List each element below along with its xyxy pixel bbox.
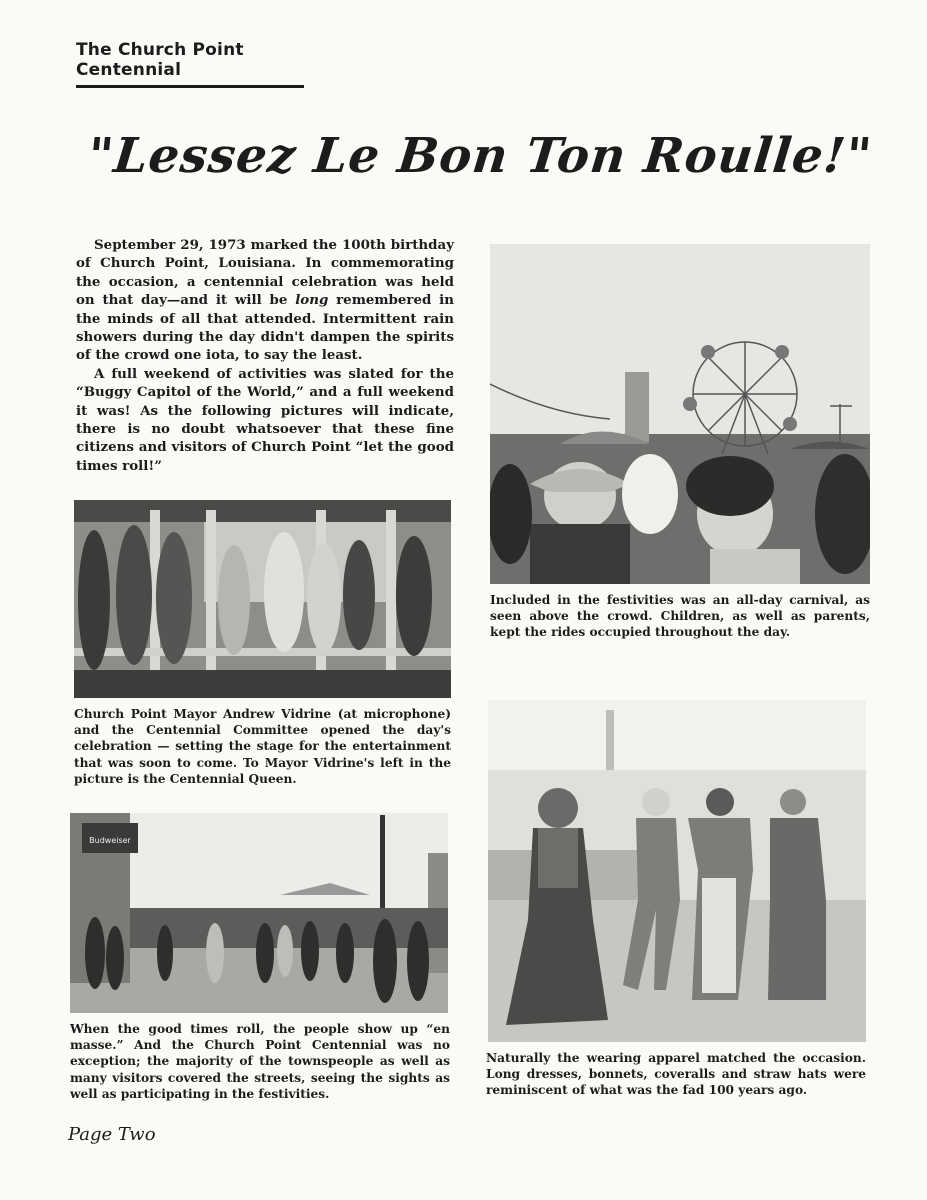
apparel-caption: Naturally the wearing apparel matched the occasion. Long dresses, bonnets, coveralls and straw hats were reminiscent of what was the fad 100 years ago.	[486, 1051, 866, 1098]
apparel-photo	[488, 700, 866, 1042]
mayor-caption: Church Point Mayor Andrew Vidrine (at microphone) and the Centennial Committee opened the day's celebration — setting the stage for the entertainment that was soon to come. To Mayor Vidrine's left in the picture is the Centennial Queen.	[74, 707, 451, 786]
carnival-photo	[490, 244, 870, 584]
section-header: The Church Point Centennial	[76, 40, 304, 88]
intro-paragraph-2: A full weekend of activities was slated for the “Buggy Capitol of the World,” and a full weekend it was! As the following pictures will indicate, there is no doubt whatsoever that these fine citizens and visitors of Church Point “let the good times roll!”	[76, 365, 454, 474]
intro-text	[76, 236, 454, 475]
budweiser-sign: Budweiser	[89, 836, 131, 845]
page-number: Page Two	[68, 1124, 156, 1145]
headline: "Lessez Le Bon Ton Roulle!"	[85, 128, 875, 184]
carnival-caption: Included in the festivities was an all-day carnival, as seen above the crowd. Children, as well as parents, kept the rides occupied throughout the day.	[490, 593, 870, 640]
street-photo	[70, 813, 448, 1013]
intro-paragraph-1: September 29, 1973 marked the 100th birthday of Church Point, Louisiana. In commemorating the occasion, a centennial celebration was held on that day—and it will be long remembered in the minds of all that attended. Intermittent rain showers during the day didn't dampen the spirits of the crowd one iota, to say the least.	[76, 237, 454, 364]
street-caption: When the good times roll, the people show up “en masse.” And the Church Point Centennial was no exception; the majority of the townspeople as well as many visitors covered the streets, seeing the sights as well as participating in the festivities.	[70, 1022, 450, 1101]
mayor-photo	[74, 500, 451, 698]
